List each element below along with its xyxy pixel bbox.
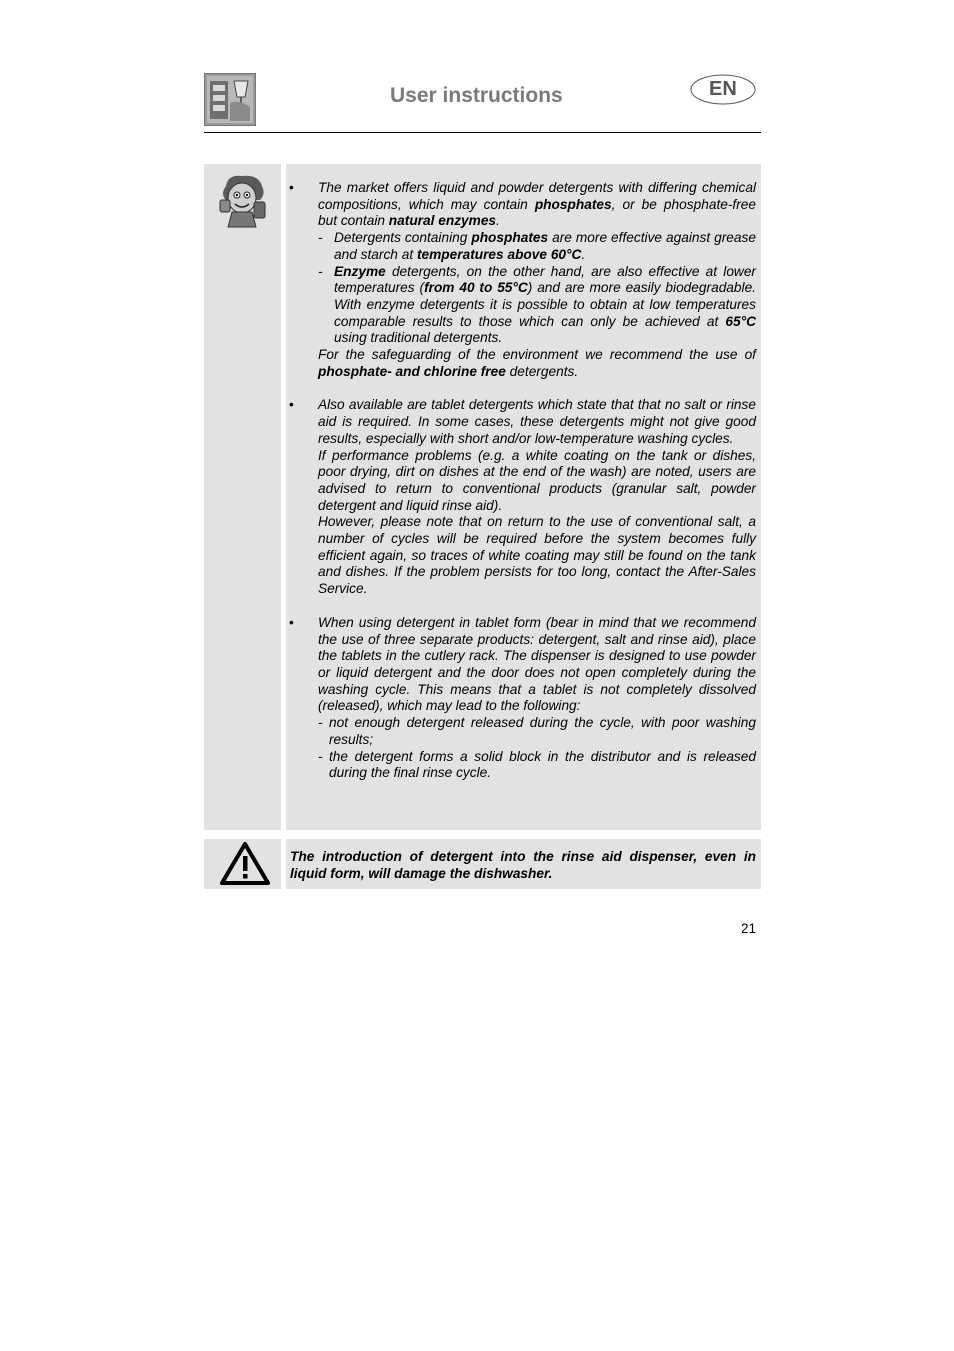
text: , or be phosphate-free but contain <box>318 196 756 229</box>
cartoon-mascot-icon <box>216 172 268 228</box>
main-side-panel <box>204 164 281 830</box>
detergent-information <box>286 180 756 782</box>
text: The market offers liquid and powder detergents with differing chemical compositions, which may contain <box>318 180 756 212</box>
header-divider <box>204 132 761 133</box>
emphasis: from 40 to 55°C <box>424 280 528 296</box>
sub-item-enzyme <box>318 264 756 348</box>
emphasis: phosphates <box>534 196 612 212</box>
dishwasher-logo-icon <box>204 73 256 126</box>
bullet-marker: • <box>289 614 294 630</box>
emphasis: temperatures above 60°C <box>416 246 582 262</box>
text: ) and are more easily biodegradable. With enzyme detergents it is possible to obtain at low temperatures comparable results to those which can only be achieved at <box>334 280 756 329</box>
paragraph: However, please note that on return to the use of conventional salt, a number of cycles will be required before the system becomes fully efficient again, so traces of white coating may still be found on the tank and dishes. If the problem persists for too long, contact the After-Sales Service. <box>318 514 756 597</box>
dash-marker: - <box>318 263 323 279</box>
text: . <box>496 213 500 229</box>
text: using traditional detergents. <box>334 330 503 346</box>
dash-marker: - <box>318 748 323 764</box>
paragraph: Also available are tablet detergents which state that that no salt or rinse aid is required. In some cases, these detergents might not give good results, especially with short and/or low-temperature washing cycles. <box>318 397 756 446</box>
paragraph: If performance problems (e.g. a white coating on the tank or dishes, poor drying, dirt on dishes at the end of the wash) are noted, users are advised to return to conventional products (granular salt, powder detergent and liquid rinse aid). <box>318 447 756 513</box>
language-badge-label: EN <box>709 78 737 100</box>
emphasis: 65°C <box>725 313 756 329</box>
emphasis: Enzyme <box>334 263 386 279</box>
text: Detergents containing <box>334 230 472 246</box>
page-title: User instructions <box>390 84 563 107</box>
bullet-detergent-types <box>286 180 756 380</box>
dash-marker: - <box>318 230 323 246</box>
bullet-tablet-detergents <box>286 397 756 597</box>
text: detergents, on the other hand, are also effective at lower temperatures ( <box>334 263 756 296</box>
page-number: 21 <box>741 921 757 936</box>
sub-item-phosphates <box>318 230 756 263</box>
paragraph: When using detergent in tablet form (bear in mind that we recommend the use of three separate products: detergent, salt and rinse aid), place the tablets in the cutlery rack. The dispenser is designed to use powder or liquid detergent and the door does not open completely during the washing cycle. This means that a tablet is not completely dissolved (released), which may lead to the following: <box>318 614 756 714</box>
warning-text: The introduction of detergent into the rinse aid dispenser, even in liquid form, will damage the dishwasher. <box>290 849 756 881</box>
dash-marker: - <box>318 715 323 731</box>
text: not enough detergent released during the cycle, with poor washing results; <box>329 715 756 747</box>
paragraph <box>318 347 756 380</box>
text: . <box>581 246 586 262</box>
paragraph <box>318 180 756 230</box>
text: detergents. <box>505 363 579 379</box>
sub-item-solid-block <box>318 749 756 782</box>
text: For the safeguarding of the environment we recommend the use of <box>318 347 756 363</box>
language-badge <box>690 74 756 105</box>
bullet-marker: • <box>289 397 294 413</box>
bullet-tablet-usage <box>286 615 756 782</box>
text: are more effective against grease and starch at <box>334 230 756 262</box>
sub-item-not-enough <box>318 715 756 748</box>
emphasis: natural enzymes <box>388 213 497 229</box>
warning-triangle-icon <box>219 841 271 886</box>
bullet-marker: • <box>289 180 294 195</box>
emphasis: phosphates <box>471 230 549 246</box>
emphasis: phosphate- and chlorine free <box>318 363 506 379</box>
text: the detergent forms a solid block in the distributor and is released during the final rinse cycle. <box>329 748 756 781</box>
